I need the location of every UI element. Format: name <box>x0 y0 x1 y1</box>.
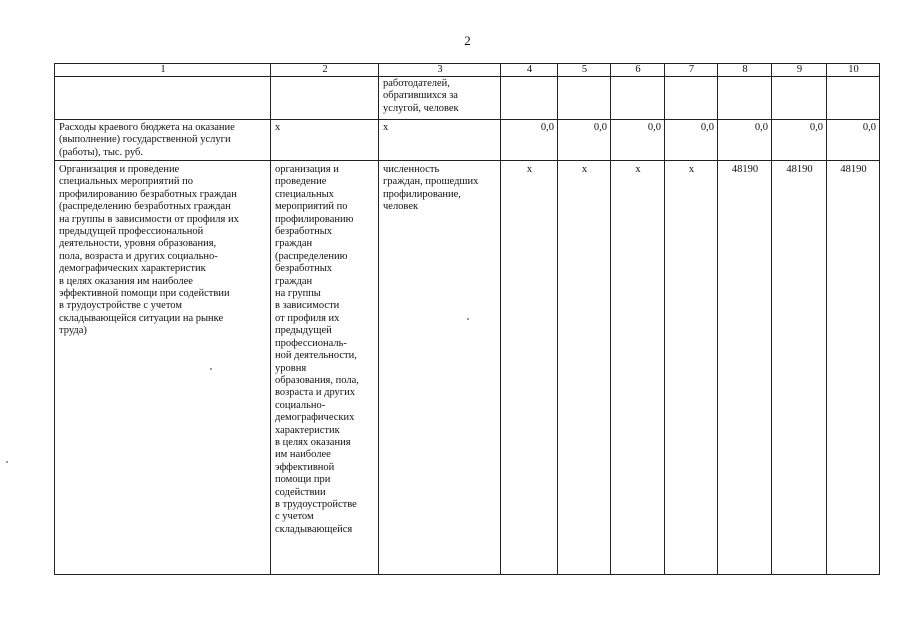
table-cell: 0,0 <box>665 120 718 161</box>
table-cell: 0,0 <box>772 120 827 161</box>
column-number: 8 <box>718 64 772 77</box>
table-cell: 48190 <box>772 161 827 575</box>
table-cell: 48190 <box>827 161 880 575</box>
table-header-row <box>55 64 880 77</box>
page-number: 2 <box>464 33 471 48</box>
column-number: 10 <box>827 64 880 77</box>
table-cell <box>827 77 880 120</box>
table-cell <box>718 77 772 120</box>
column-number: 2 <box>271 64 379 77</box>
scan-speck <box>6 461 8 463</box>
table-cell: x <box>271 120 379 161</box>
table-cell: 0,0 <box>611 120 665 161</box>
table-cell: 0,0 <box>718 120 772 161</box>
table-cell: x <box>665 161 718 575</box>
table-cell <box>772 77 827 120</box>
scan-speck <box>467 318 469 320</box>
column-number: 1 <box>55 64 271 77</box>
table-cell: x <box>558 161 611 575</box>
column-number: 7 <box>665 64 718 77</box>
table-row-employers-continued <box>55 77 880 120</box>
column-number: 4 <box>501 64 558 77</box>
table-cell: 0,0 <box>558 120 611 161</box>
table-cell <box>501 77 558 120</box>
table-cell: x <box>611 161 665 575</box>
table-row-budget-expenses <box>55 120 880 161</box>
table-cell <box>611 77 665 120</box>
scan-speck <box>210 368 212 370</box>
table-cell <box>665 77 718 120</box>
table-cell: 0,0 <box>827 120 880 161</box>
table-cell: численность граждан, прошедших профилирование, человек <box>379 161 501 575</box>
column-number: 6 <box>611 64 665 77</box>
column-number: 3 <box>379 64 501 77</box>
column-number: 5 <box>558 64 611 77</box>
table-cell: организация и проведение специальных мероприятий по профилированию безработных граждан (распределению безработных граждан на группы в зависимости от профиля их предыдущей профессиональ- ной деятельности, уровня образования, пола, возраста и других социально- демографических характеристик в целях оказания им наиболее эффективной помощи при содействии в трудоустройстве с учетом складывающейся <box>271 161 379 575</box>
table-cell: работодателей, обратившихся за услугой, человек <box>379 77 501 120</box>
table-cell: x <box>501 161 558 575</box>
table-cell <box>55 77 271 120</box>
table-cell: 48190 <box>718 161 772 575</box>
table-cell: x <box>379 120 501 161</box>
table-cell: Организация и проведение специальных мероприятий по профилированию безработных граждан (распределению безработных граждан на группы в зависимости от профиля их предыдущей профессиональной деятельности, уровня образования, пола, возраста и других социально- демографических характеристик в целях оказания им наиболее эффективной помощи при содействии в трудоустройстве с учетом складывающейся ситуации на рынке труда) <box>55 161 271 575</box>
table-row-profiling-activities <box>55 161 880 575</box>
table-cell <box>558 77 611 120</box>
table-cell: 0,0 <box>501 120 558 161</box>
table-cell: Расходы краевого бюджета на оказание (выполнение) государственной услуги (работы), тыс. руб. <box>55 120 271 161</box>
column-number: 9 <box>772 64 827 77</box>
table-cell <box>271 77 379 120</box>
